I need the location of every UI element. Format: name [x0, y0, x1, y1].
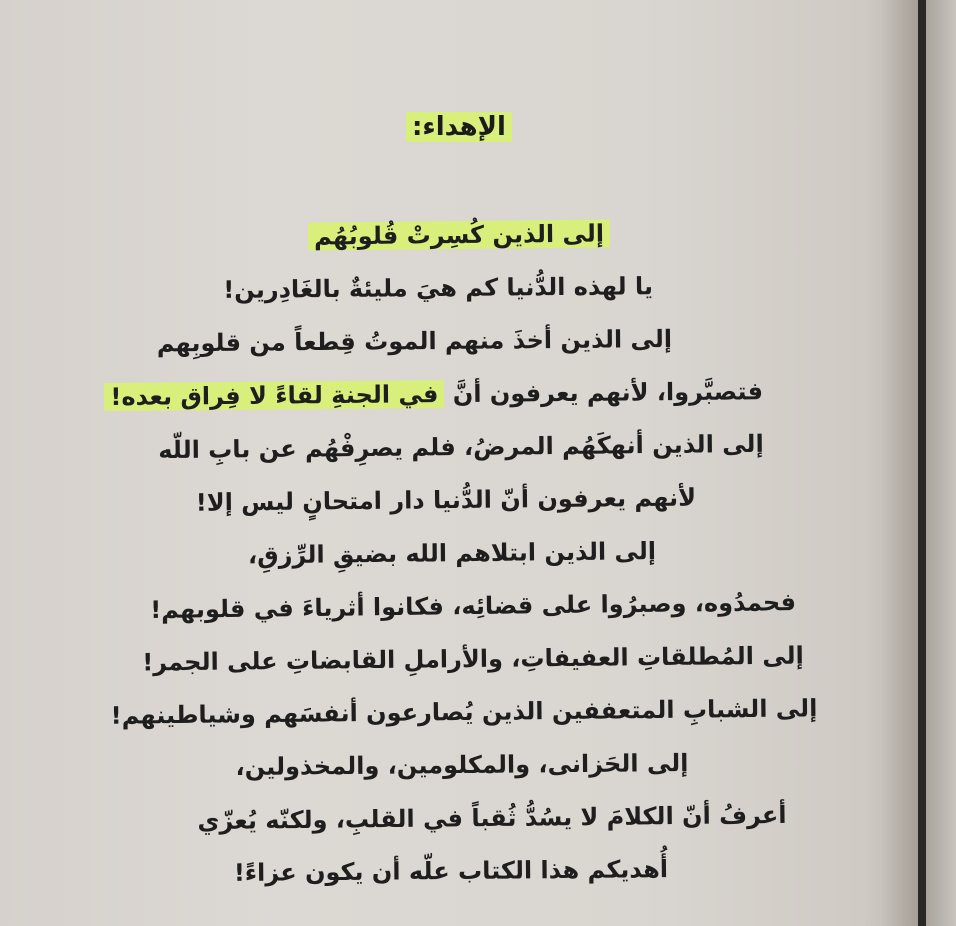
highlighted-text: إلى الذين كُسِرتْ قُلوبُهُم: [308, 219, 610, 250]
adjacent-page-edge: [926, 0, 956, 926]
dedication-line: لأنهم يعرفون أنّ الدُّنيا دار امتحانٍ ليس إلا!: [195, 483, 697, 517]
dedication-heading: [0, 112, 918, 142]
dedication-line: [310, 208, 611, 261]
highlighted-text: في الجنةِ لقاءً لا فِراق بعده!: [104, 380, 444, 411]
dedication-line: إلى المُطلقاتِ العفيفاتِ، والأراملِ القابضاتِ على الجمر!: [142, 641, 804, 677]
dedication-line: فحمدُوه، وصبرُوا على قضائِه، فكانوا أثرياءَ في قلوبهم!: [150, 588, 797, 624]
dedication-line: إلى الحَزانى، والمكلومين، والمخذولين،: [235, 749, 689, 781]
dedication-line: أعرفُ أنّ الكلامَ لا يسُدُّ ثُقباً في القلبِ، ولكنّه يُعزّي: [197, 800, 787, 836]
dedication-line: أُهديكم هذا الكتاب علّه أن يكون عزاءً!: [233, 855, 669, 887]
book-spine: [918, 0, 926, 926]
dedication-line: إلى الذين أخذَ منهم الموتُ قِطعاً من قلوبِهم: [156, 324, 673, 358]
dedication-line: [110, 366, 764, 421]
dedication-line: إلى الذين أنهكَهُم المرضُ، فلم يصرِفْهُم عن بابِ اللّه: [158, 429, 764, 465]
dedication-line: إلى الذين ابتلاهم الله بضيقِ الرِّزقِ،: [247, 537, 657, 570]
dedication-heading-highlight: الإهداء:: [406, 112, 512, 142]
dedication-line: إلى الشبابِ المتعففين الذين يُصارعون أنفسَهم وشياطينهم!: [110, 694, 818, 730]
line-text: فتصبَّروا، لأنهم يعرفون أنَّ: [444, 377, 764, 409]
dedication-line: يا لهذه الدُّنيا كم هيَ مليئةٌ بالغَادِرين!: [223, 272, 654, 304]
